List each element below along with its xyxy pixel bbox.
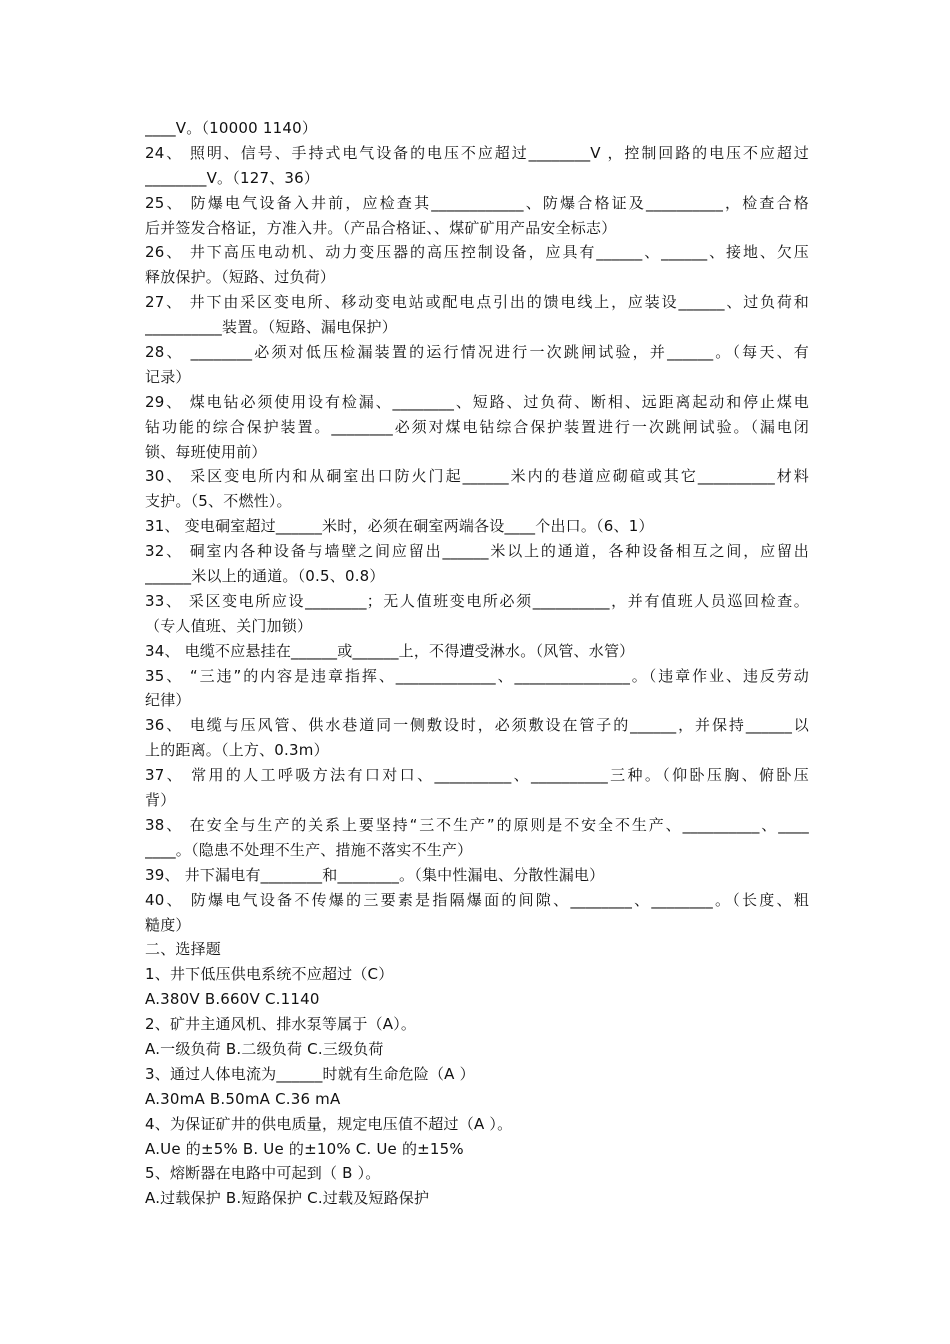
text-line: ____V。（10000 1140）	[145, 119, 318, 137]
text-line: A.Ue 的±5% B. Ue 的±10% C. Ue 的±15%	[145, 1139, 464, 1158]
text-line: 糙度）	[145, 915, 191, 934]
text-line: ____。（隐患不处理不生产、措施不落实不生产）	[145, 840, 473, 859]
text-line: ________V。（127、36）	[145, 168, 320, 187]
text-line: 纪律）	[145, 691, 191, 710]
text-line: 28、 ________必须对低压检漏装置的运行情况进行一次跳闸试验，并______。（每天、有	[145, 343, 809, 362]
text-line: 33、 采区变电所应设________；无人值班变电所必须__________，并有值班人员巡回检查。	[145, 591, 809, 610]
text-line: 39、 井下漏电有________和________。（集中性漏电、分散性漏电）	[145, 865, 605, 884]
text-line: 上的距离。（上方、0.3m）	[145, 741, 329, 760]
text-line: A.过载保护 B.短路保护 C.过载及短路保护	[145, 1189, 430, 1208]
text-line: 2、矿井主通风机、排水泵等属于（A）。	[145, 1015, 417, 1034]
text-line: 记录）	[145, 367, 191, 386]
text-line: 释放保护。（短路、过负荷）	[145, 268, 336, 287]
text-line: 锁、每班使用前）	[145, 442, 267, 461]
text-line: 27、 井下由采区变电所、移动变电站或配电点引出的馈电线上，应装设______、过负荷和	[145, 293, 809, 312]
text-line: 29、 煤电钻必须使用设有检漏、________、短路、过负荷、断相、远距离起动和停止煤电	[145, 392, 809, 411]
document-body	[145, 116, 809, 1211]
text-line: 二、选择题	[145, 940, 222, 959]
text-line: 34、 电缆不应悬挂在______或______上，不得遭受淋水。（风管、水管）	[145, 641, 635, 660]
text-line: 钻功能的综合保护装置。________必须对煤电钻综合保护装置进行一次跳闸试验。（漏电闭	[145, 417, 809, 436]
text-line: 支护。（5、不燃性）。	[145, 492, 292, 511]
text-line: 32、 硐室内各种设备与墙壁之间应留出______米以上的通道，各种设备相互之间，应留出	[145, 542, 809, 561]
text-line: ______米以上的通道。（0.5、0.8）	[145, 567, 385, 586]
text-line: 3、通过人体电流为______时就有生命危险（A ）	[145, 1064, 475, 1083]
text-line: 26、 井下高压电动机、动力变压器的高压控制设备，应具有______、______、接地、欠压	[145, 243, 809, 262]
text-line: __________装置。（短路、漏电保护）	[145, 318, 397, 337]
text-line: 35、 “三违”的内容是违章指挥、_____________、_______________。（违章作业、违反劳动	[145, 666, 809, 685]
text-line: 1、井下低压供电系统不应超过（C）	[145, 965, 394, 984]
text-line: 36、 电缆与压风管、供水巷道同一侧敷设时，必须敷设在管子的______，并保持______以	[145, 716, 809, 735]
text-line: 后并签发合格证，方准入井。（产品合格证、、煤矿矿用产品安全标志）	[145, 218, 617, 237]
text-line: A.30mA B.50mA C.36 mA	[145, 1089, 341, 1108]
text-line: 31、 变电硐室超过______米时，必须在硐室两端各设____个出口。（6、1）	[145, 517, 654, 536]
text-line: 24、 照明、信号、手持式电气设备的电压不应超过________V ，控制回路的电压不应超过	[145, 143, 809, 162]
text-line: 5、熔断器在电路中可起到（ B ）。	[145, 1164, 381, 1183]
text-line: A.380V B.660V C.1140	[145, 990, 320, 1009]
text-line: 37、 常用的人工呼吸方法有口对口、__________、__________三种。（仰卧压胸、俯卧压	[145, 766, 809, 785]
text-line: 40、 防爆电气设备不传爆的三要素是指隔爆面的间隙、________、________。（长度、粗	[145, 890, 809, 909]
text-line: 25、 防爆电气设备入井前，应检查其____________、防爆合格证及__________，检查合格	[145, 193, 809, 212]
text-line: 38、 在安全与生产的关系上要坚持“三不生产”的原则是不安全不生产、__________、____	[145, 815, 809, 834]
text-line: 4、为保证矿井的供电质量，规定电压值不超过（A ）。	[145, 1114, 513, 1133]
text-line: A.一级负荷 B.二级负荷 C.三级负荷	[145, 1039, 384, 1058]
text-line: （专人值班、关门加锁）	[145, 616, 313, 635]
text-line: 30、 采区变电所内和从硐室出口防火门起______米内的巷道应砌碹或其它__________材料	[145, 467, 809, 486]
text-line: 背）	[145, 791, 176, 810]
